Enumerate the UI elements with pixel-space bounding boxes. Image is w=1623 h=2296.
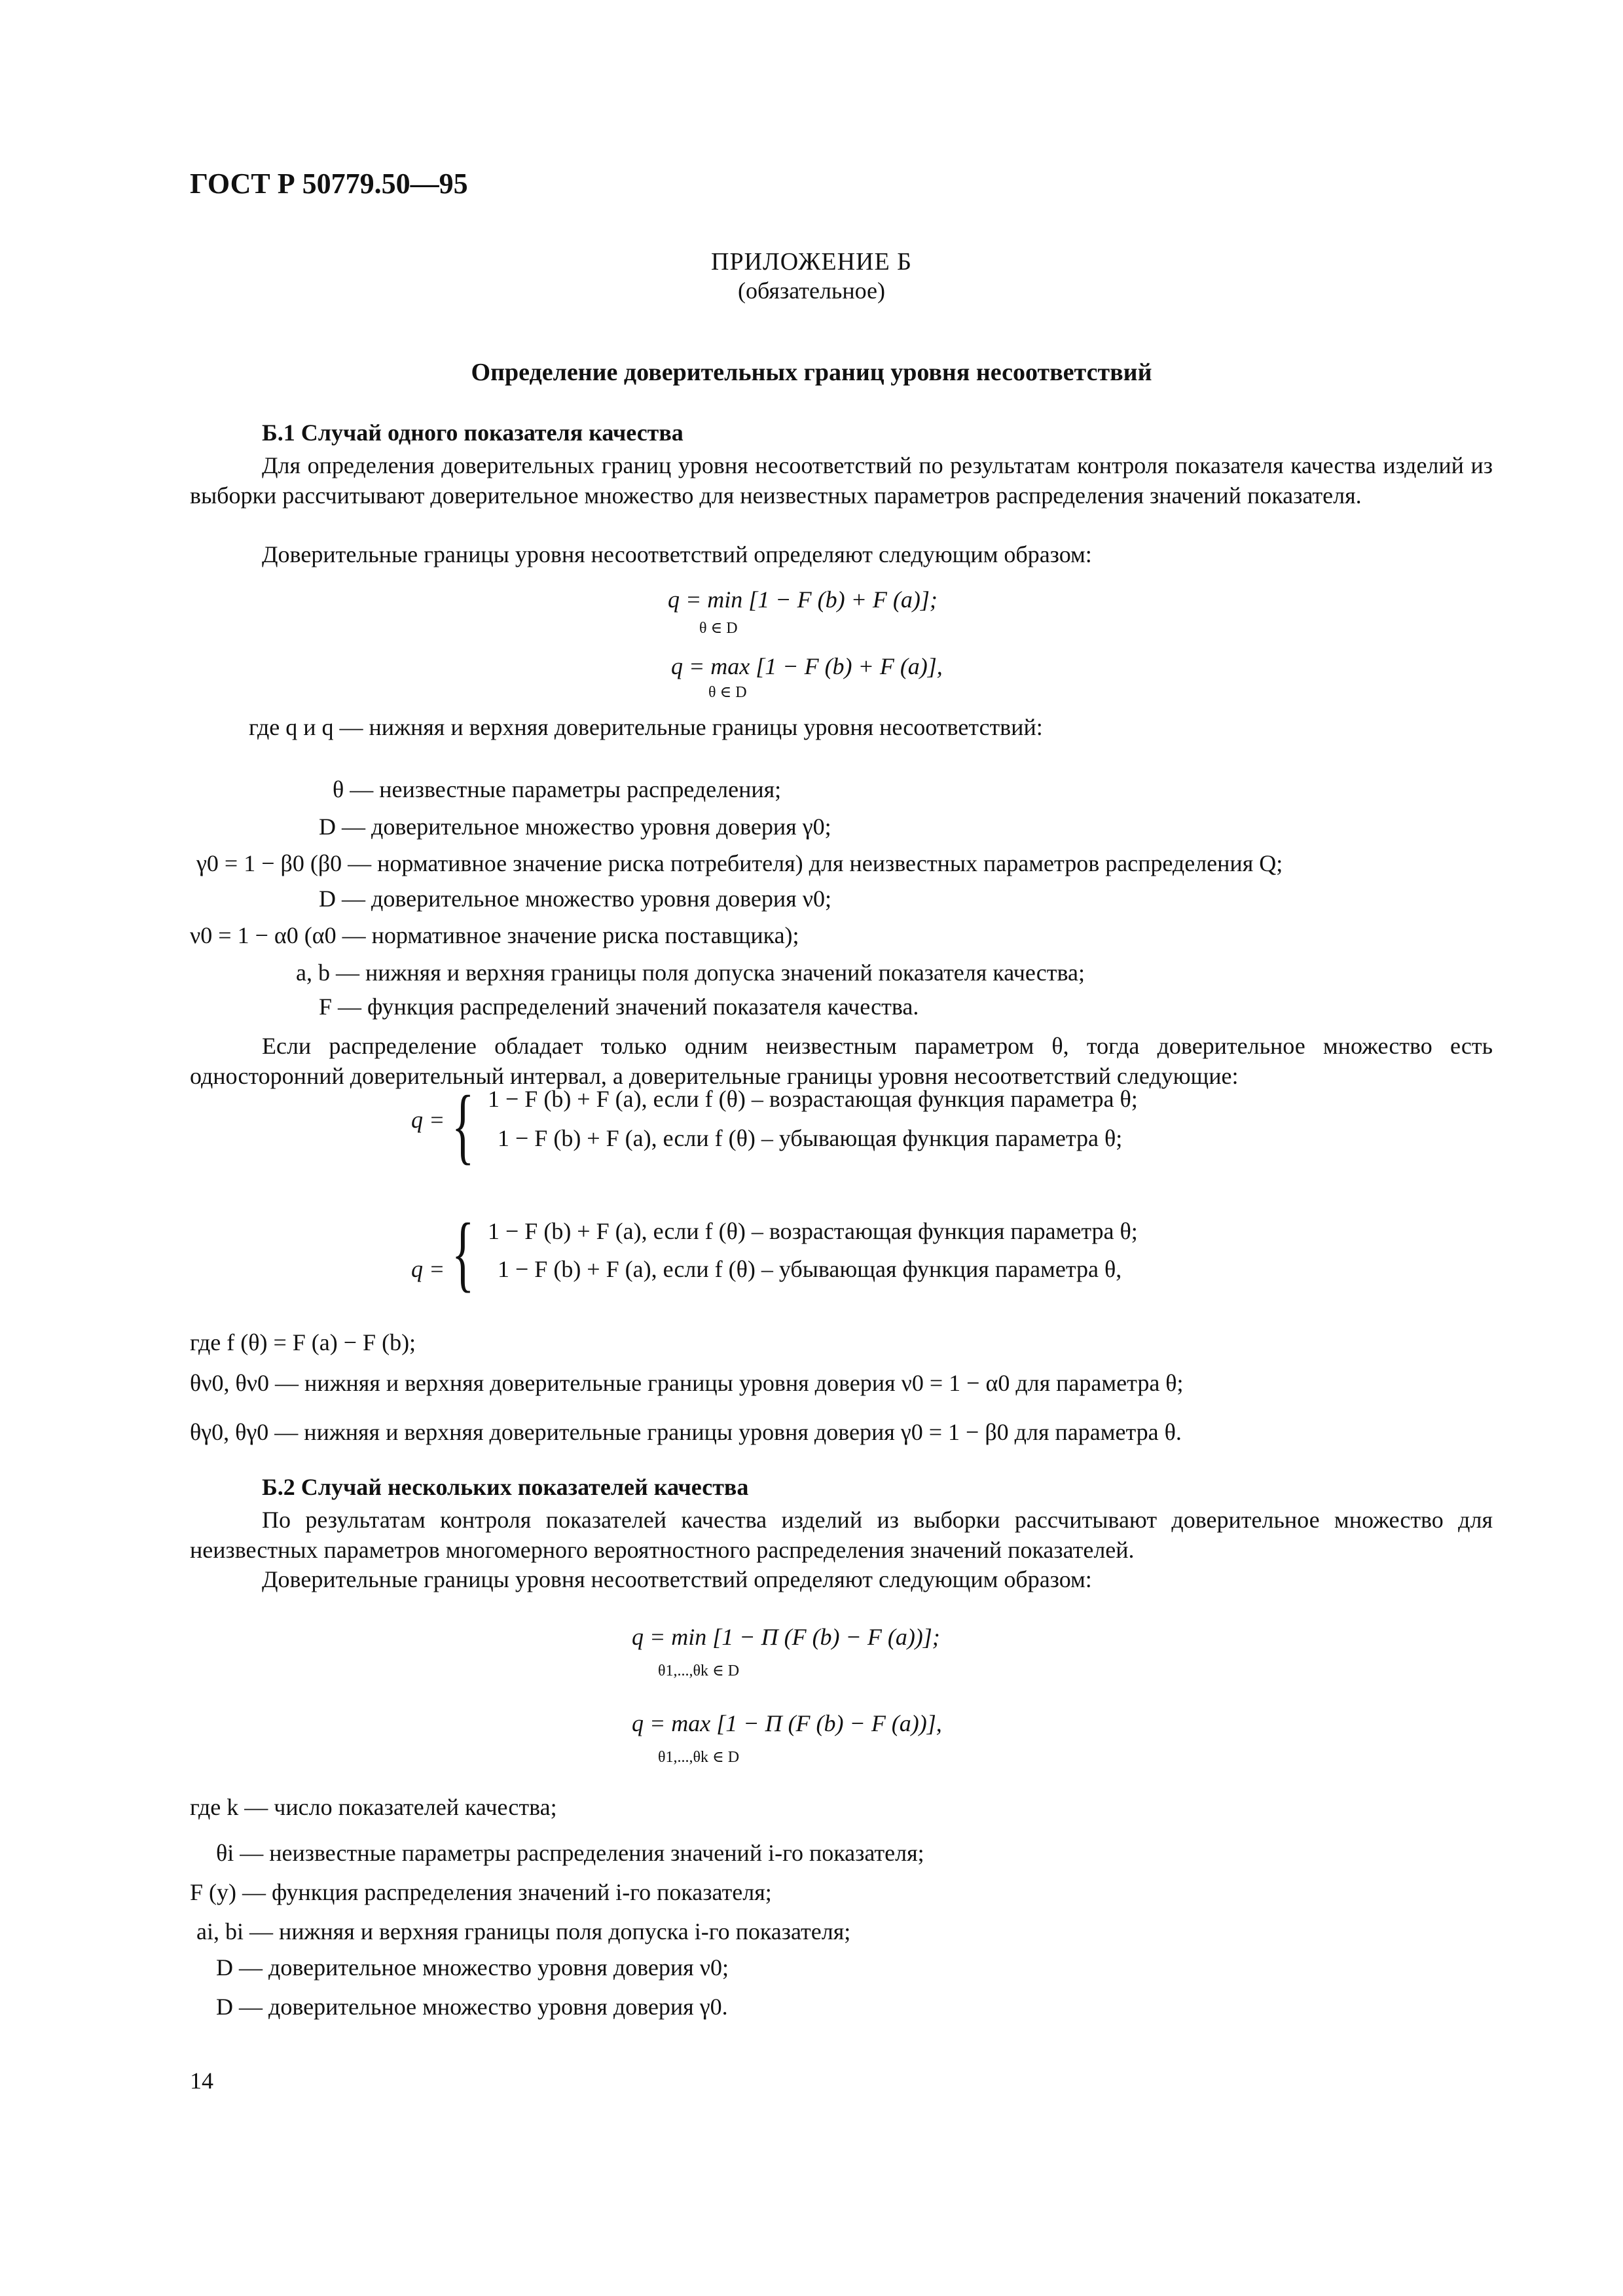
appendix-status: (обязательное) bbox=[738, 278, 885, 304]
b1-paragraph-1 bbox=[190, 450, 1493, 511]
b2-def-5: D — доверительное множество уровня доверия ν0; bbox=[216, 1954, 729, 1981]
case-upper-2: 1 − F (b) + F (a), если f (θ) – убывающая функция параметра θ, bbox=[498, 1256, 1122, 1282]
case-lower-2: 1 − F (b) + F (a), если f (θ) – убывающая функция параметра θ; bbox=[498, 1125, 1123, 1151]
b2-heading: Б.2 Случай нескольких показателей качества bbox=[262, 1474, 749, 1500]
b1-def-2: D — доверительное множество уровня доверия γ0; bbox=[319, 814, 831, 840]
b1-heading: Б.1 Случай одного показателя качества bbox=[262, 420, 684, 446]
b1-def-7: F — функция распределений значений показателя качества. bbox=[319, 994, 919, 1020]
b1-limits-gamma: θγ0, θγ0 — нижняя и верхняя доверительные границы уровня доверия γ0 = 1 − β0 для параметра θ. bbox=[190, 1419, 1182, 1445]
case-upper-1: 1 − F (b) + F (a), если f (θ) – возрастающая функция параметра θ; bbox=[488, 1218, 1138, 1244]
b1-formula-upper-subscript: θ ∈ D bbox=[708, 684, 747, 701]
document-code: ГОСТ Р 50779.50—95 bbox=[190, 168, 468, 200]
b1-def-4: D — доверительное множество уровня доверия ν0; bbox=[319, 886, 832, 912]
b2-formula-lower: q = min [1 − Π (F (b) − F (a))]; bbox=[632, 1624, 940, 1650]
b2-paragraph-1 bbox=[190, 1505, 1493, 1565]
q-upper-symbol: q = bbox=[411, 1256, 445, 1282]
b2-paragraph-2: Доверительные границы уровня несоответствий определяют следующим образом: bbox=[262, 1566, 1092, 1592]
page-number: 14 bbox=[190, 2068, 213, 2094]
b2-def-2: θi — неизвестные параметры распределения значений i-го показателя; bbox=[216, 1840, 924, 1866]
b2-formula-upper: q = max [1 − Π (F (b) − F (a))], bbox=[632, 1710, 942, 1736]
appendix-title: ПРИЛОЖЕНИЕ Б bbox=[711, 248, 912, 276]
b1-where-intro: где q и q — нижняя и верхняя доверительные границы уровня несоответствий: bbox=[249, 714, 1043, 740]
b1-paragraph-2: Доверительные границы уровня несоответствий определяют следующим образом: bbox=[262, 541, 1092, 567]
b1-formula-lower-subscript: θ ∈ D bbox=[699, 620, 738, 637]
brace-upper: { bbox=[452, 1206, 475, 1300]
b2-def-1: где k — число показателей качества; bbox=[190, 1794, 557, 1820]
b1-paragraph-3 bbox=[190, 1031, 1493, 1091]
b1-paragraph-3-text: Если распределение обладает только одним неизвестным параметром θ, тогда доверительное множество есть односторонний доверительный интервал, а доверительные границы уровня несоответствий следующие: bbox=[190, 1033, 1493, 1089]
b1-def-3: γ0 = 1 − β0 (β0 — нормативное значение риска потребителя) для неизвестных параметров распределения Q; bbox=[196, 850, 1283, 876]
b2-paragraph-1-text: По результатам контроля показателей качества изделий из выборки рассчитывают доверительное множество для неизвестных параметров многомерного вероятностного распределения значений показателей. bbox=[190, 1507, 1493, 1563]
b1-def-1: θ — неизвестные параметры распределения; bbox=[333, 776, 782, 802]
b1-limits-nu: θν0, θν0 — нижняя и верхняя доверительные границы уровня доверия ν0 = 1 − α0 для параметра θ; bbox=[190, 1370, 1184, 1396]
b2-def-3: F (y) — функция распределения значений i-го показателя; bbox=[190, 1879, 772, 1905]
brace-lower: { bbox=[452, 1079, 475, 1173]
b1-paragraph-1-text: Для определения доверительных границ уровня несоответствий по результатам контроля показателя качества изделий из выборки рассчитывают доверительное множество для неизвестных параметров распределения значений показателя. bbox=[190, 452, 1493, 509]
q-lower-symbol: q = bbox=[411, 1107, 445, 1133]
b2-formula-lower-subscript: θ1,...,θk ∈ D bbox=[658, 1662, 740, 1679]
b1-def-6: a, b — нижняя и верхняя границы поля допуска значений показателя качества; bbox=[296, 960, 1085, 986]
b2-def-6: D — доверительное множество уровня доверия γ0. bbox=[216, 1994, 728, 2020]
section-title: Определение доверительных границ уровня несоответствий bbox=[471, 359, 1152, 386]
b1-def-5: ν0 = 1 − α0 (α0 — нормативное значение риска поставщика); bbox=[190, 922, 799, 948]
b1-formula-upper: q = max [1 − F (b) + F (a)], bbox=[671, 653, 943, 679]
b2-formula-upper-subscript: θ1,...,θk ∈ D bbox=[658, 1749, 740, 1766]
b1-where-2: где f (θ) = F (a) − F (b); bbox=[190, 1329, 416, 1355]
b1-formula-lower: q = min [1 − F (b) + F (a)]; bbox=[668, 586, 938, 613]
b2-def-4: ai, bi — нижняя и верхняя границы поля допуска i-го показателя; bbox=[196, 1918, 851, 1945]
case-lower-1: 1 − F (b) + F (a), если f (θ) – возрастающая функция параметра θ; bbox=[488, 1086, 1138, 1112]
